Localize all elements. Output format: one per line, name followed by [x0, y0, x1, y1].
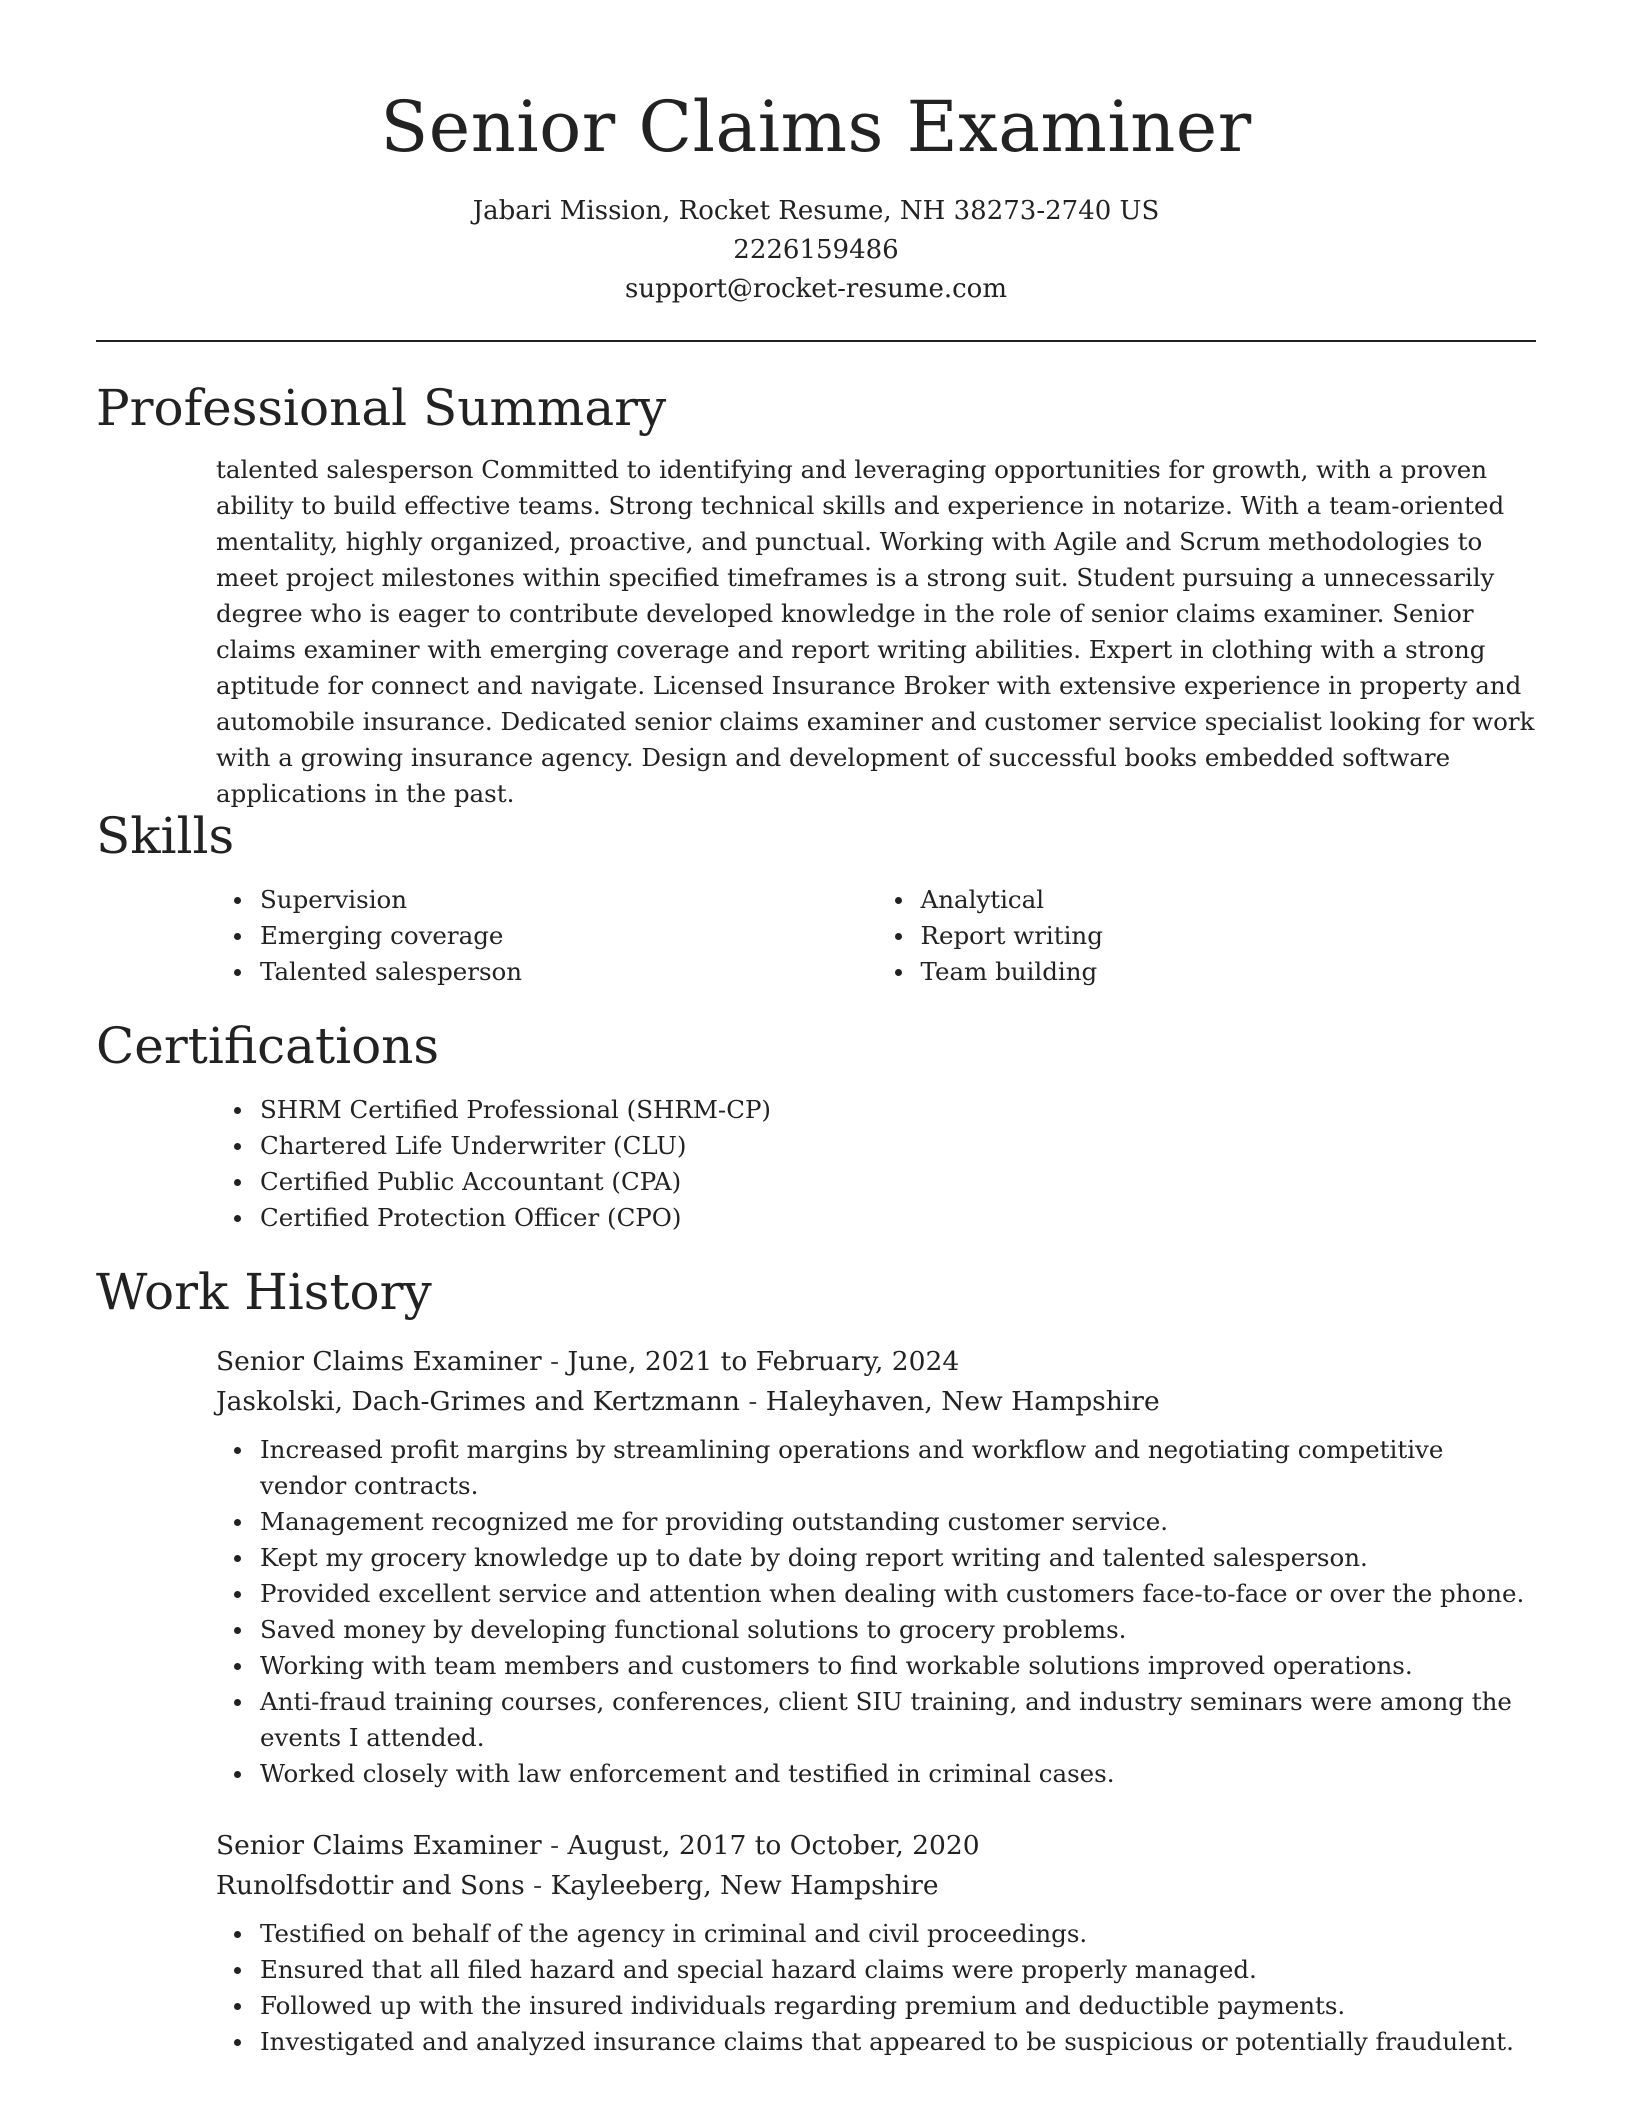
- skill-item: Analytical: [921, 882, 1537, 918]
- certifications-list: [96, 1092, 1536, 1236]
- job-dates: August, 2017 to October, 2020: [567, 1830, 980, 1861]
- job-entry: [216, 1826, 1536, 2060]
- resume-title: Senior Claims Examiner: [380, 86, 1252, 168]
- job-bullet: Worked closely with law enforcement and testified in criminal cases.: [260, 1756, 1536, 1792]
- skills-section: [96, 806, 1536, 990]
- skill-item: Supervision: [260, 882, 876, 918]
- skill-item: Report writing: [921, 918, 1537, 954]
- job-bullets: [216, 1916, 1536, 2060]
- job-title: Senior Claims Examiner: [216, 1830, 542, 1861]
- certification-item: Certified Protection Officer (CPO): [260, 1200, 1536, 1236]
- job-dates: June, 2021 to February, 2024: [567, 1346, 960, 1377]
- job-entry: [216, 1342, 1536, 1792]
- summary-text: talented salesperson Committed to identifying and leveraging opportunities for growth, with a proven ability to build effective teams. Strong technical skills and experience in notarize. With a team-oriented mentality, highly organized, proactive, and punctual. Working with Agile and Scrum methodologies to meet project milestones within specified timeframes is a strong suit. Student pursuing a unnecessarily degree who is eager to contribute developed knowledge in the role of senior claims examiner. Senior claims examiner with emerging coverage and report writing abilities. Expert in clothing with a strong aptitude for connect and navigate. Licensed Insurance Broker with extensive experience in property and automobile insurance. Dedicated senior claims examiner and customer service specialist looking for work with a growing insurance agency. Design and development of successful books embedded software applications in the past.: [216, 455, 1535, 808]
- skill-item: Talented salesperson: [260, 954, 876, 990]
- certification-item: SHRM Certified Professional (SHRM-CP): [260, 1092, 1536, 1128]
- skills-columns: [96, 882, 1536, 990]
- contact-email: support@rocket-resume.com: [624, 274, 1007, 304]
- job-bullet: Investigated and analyzed insurance claims that appeared to be suspicious or potentially fraudulent.: [260, 2024, 1536, 2060]
- certifications-heading: Certifications: [96, 1017, 440, 1075]
- contact-block: [0, 192, 1632, 309]
- work-history-section: [96, 1262, 1536, 2060]
- certifications-section: [96, 1016, 1536, 1236]
- job-location: Haleyhaven, New Hampshire: [765, 1386, 1160, 1417]
- job-bullets: [216, 1432, 1536, 1792]
- job-company: Jaskolski, Dach-Grimes and Kertzmann: [216, 1386, 740, 1417]
- job-title-line: Senior Claims Examiner - June, 2021 to February, 2024: [216, 1346, 960, 1377]
- resume-header: [0, 0, 1632, 309]
- job-bullet: Management recognized me for providing outstanding customer service.: [260, 1504, 1536, 1540]
- job-company: Runolfsdottir and Sons: [216, 1870, 525, 1901]
- job-bullet: Saved money by developing functional solutions to grocery problems.: [260, 1612, 1536, 1648]
- summary-section: [96, 378, 1536, 812]
- job-title: Senior Claims Examiner: [216, 1346, 542, 1377]
- skills-right-list: [876, 882, 1537, 990]
- job-title-line: Senior Claims Examiner - August, 2017 to October, 2020: [216, 1830, 980, 1861]
- job-bullet: Testified on behalf of the agency in criminal and civil proceedings.: [260, 1916, 1536, 1952]
- job-bullet: Increased profit margins by streamlining operations and workflow and negotiating competitive vendor contracts.: [260, 1432, 1536, 1504]
- job-bullet: Working with team members and customers to find workable solutions improved operations.: [260, 1648, 1536, 1684]
- contact-phone: 2226159486: [733, 235, 899, 265]
- certification-item: Certified Public Accountant (CPA): [260, 1164, 1536, 1200]
- job-bullet: Anti-fraud training courses, conferences, client SIU training, and industry seminars were among the events I attended.: [260, 1684, 1536, 1756]
- header-divider: [96, 340, 1536, 342]
- certification-item: Chartered Life Underwriter (CLU): [260, 1128, 1536, 1164]
- work-history-heading: Work History: [96, 1263, 432, 1321]
- skill-item: Emerging coverage: [260, 918, 876, 954]
- job-bullet: Ensured that all filed hazard and special hazard claims were properly managed.: [260, 1952, 1536, 1988]
- skill-item: Team building: [921, 954, 1537, 990]
- job-location: Kayleeberg, New Hampshire: [550, 1870, 939, 1901]
- contact-address: Jabari Mission, Rocket Resume, NH 38273-2740 US: [472, 196, 1160, 226]
- summary-heading: Professional Summary: [96, 379, 667, 437]
- job-bullet: Provided excellent service and attention when dealing with customers face-to-face or over the phone.: [260, 1576, 1536, 1612]
- skills-heading: Skills: [96, 807, 235, 865]
- job-bullet: Kept my grocery knowledge up to date by doing report writing and talented salesperson.: [260, 1540, 1536, 1576]
- skills-left-list: [96, 882, 876, 990]
- job-company-line: Runolfsdottir and Sons - Kayleeberg, New Hampshire: [216, 1870, 939, 1901]
- job-bullet: Followed up with the insured individuals regarding premium and deductible payments.: [260, 1988, 1536, 2024]
- job-company-line: Jaskolski, Dach-Grimes and Kertzmann - Haleyhaven, New Hampshire: [216, 1386, 1160, 1417]
